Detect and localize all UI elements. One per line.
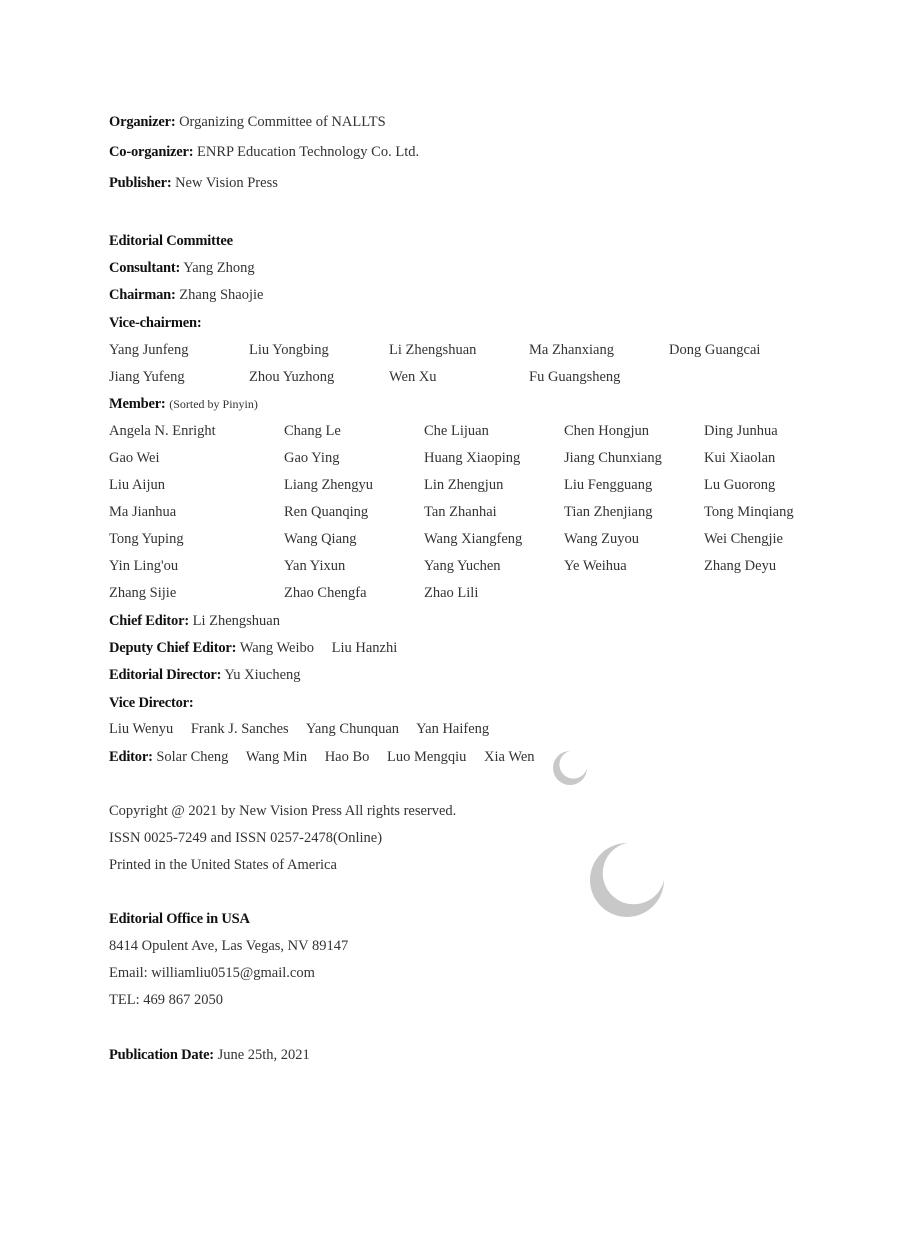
- editor-name: Hao Bo: [324, 749, 370, 765]
- editor-name: Xia Wen: [484, 749, 535, 765]
- publication-date-line: [109, 1044, 310, 1066]
- member-name: Yang Yuchen: [424, 558, 501, 574]
- member-sort-note: (Sorted by Pinyin): [169, 397, 258, 411]
- member-name: Tian Zhenjiang: [564, 504, 653, 520]
- vice-director-name: Yan Haifeng: [416, 721, 490, 737]
- editor-name: Wang Min: [245, 749, 308, 765]
- chairman-line: [109, 284, 263, 306]
- issn-line: [109, 827, 382, 849]
- member-name: Wang Zuyou: [564, 531, 639, 547]
- member-name: Angela N. Enright: [109, 423, 216, 439]
- organizer-value: Organizing Committee of NALLTS: [179, 114, 386, 130]
- editor-name: Solar Cheng: [156, 749, 229, 765]
- publisher-value: New Vision Press: [175, 175, 278, 191]
- vice-director-names: [109, 718, 489, 740]
- publication-date-label: Publication Date:: [109, 1047, 214, 1063]
- vice-director-name: Yang Chunquan: [305, 721, 400, 737]
- member-name: Lin Zhengjun: [424, 477, 504, 493]
- member-name: Chen Hongjun: [564, 423, 649, 439]
- publisher-line: [109, 172, 278, 194]
- member-name: Che Lijuan: [424, 423, 489, 439]
- deputy-chief-editor-label: Deputy Chief Editor:: [109, 640, 237, 656]
- vice-chairman-name: Dong Guangcai: [669, 342, 761, 358]
- vice-chairman-name: Ma Zhanxiang: [529, 342, 614, 358]
- member-name: Liang Zhengyu: [284, 477, 373, 493]
- member-name: Wang Qiang: [284, 531, 357, 547]
- office-title: Editorial Office in USA: [109, 911, 250, 927]
- member-name: Ma Jianhua: [109, 504, 177, 520]
- consultant-line: [109, 257, 255, 279]
- copyright-line: [109, 800, 456, 822]
- member-name: Liu Fengguang: [564, 477, 653, 493]
- member-name: Ding Junhua: [704, 423, 778, 439]
- member-name: Tong Minqiang: [704, 504, 794, 520]
- chairman-value: Zhang Shaojie: [179, 287, 264, 303]
- editorial-director-line: [109, 664, 301, 686]
- editorial-director-label: Editorial Director:: [109, 667, 222, 683]
- member-name: Zhang Sijie: [109, 585, 177, 601]
- copyright-text: Copyright @ 2021 by New Vision Press All rights reserved.: [109, 803, 457, 819]
- co-organizer-value: ENRP Education Technology Co. Ltd.: [197, 144, 420, 160]
- editorial-committee-title: Editorial Committee: [109, 233, 233, 249]
- vice-chairmen-label: Vice-chairmen:: [109, 315, 202, 331]
- member-name: Tong Yuping: [109, 531, 184, 547]
- publication-date-value: June 25th, 2021: [217, 1047, 310, 1063]
- vice-director-heading: [109, 692, 194, 714]
- deputy-chief-editor-name: Liu Hanzhi: [331, 640, 398, 656]
- member-name: Gao Wei: [109, 450, 160, 466]
- office-email: Email: williamliu0515@gmail.com: [109, 965, 315, 981]
- editorial-committee-heading: [109, 230, 233, 252]
- vice-chairman-name: Jiang Yufeng: [109, 369, 185, 385]
- member-name: Chang Le: [284, 423, 341, 439]
- office-address: 8414 Opulent Ave, Las Vegas, NV 89147: [109, 938, 349, 954]
- publisher-label: Publisher:: [109, 175, 172, 191]
- member-heading: [109, 393, 258, 415]
- member-name: Ye Weihua: [564, 558, 627, 574]
- member-name: Zhao Chengfa: [284, 585, 367, 601]
- consultant-label: Consultant:: [109, 260, 181, 276]
- consultant-value: Yang Zhong: [183, 260, 255, 276]
- vice-director-name: Frank J. Sanches: [190, 721, 289, 737]
- vice-chairman-name: Liu Yongbing: [249, 342, 329, 358]
- deputy-chief-editor-line: [109, 637, 397, 659]
- deputy-chief-editor-name: Wang Weibo: [239, 640, 314, 656]
- office-address-line: [109, 935, 348, 957]
- organizer-label: Organizer:: [109, 114, 176, 130]
- member-label: Member:: [109, 396, 166, 412]
- watermark-circle-small: [550, 748, 590, 788]
- member-name: Wei Chengjie: [704, 531, 783, 547]
- member-name: Huang Xiaoping: [424, 450, 521, 466]
- chief-editor-value: Li Zhengshuan: [192, 613, 280, 629]
- printed-text: Printed in the United States of America: [109, 857, 337, 873]
- co-organizer-label: Co-organizer:: [109, 144, 194, 160]
- member-name: Wang Xiangfeng: [424, 531, 523, 547]
- vice-chairman-name: Zhou Yuzhong: [249, 369, 335, 385]
- vice-chairman-name: Wen Xu: [389, 369, 437, 385]
- co-organizer-line: [109, 141, 419, 163]
- office-email-line: [109, 962, 315, 984]
- member-name: Lu Guorong: [704, 477, 776, 493]
- organizer-line: [109, 111, 386, 133]
- editorial-director-value: Yu Xiucheng: [224, 667, 301, 683]
- vice-director-name: Liu Wenyu: [109, 721, 174, 737]
- member-name: Yan Yixun: [284, 558, 346, 574]
- editor-line: [109, 746, 535, 768]
- issn-text: ISSN 0025-7249 and ISSN 0257-2478(Online): [109, 830, 383, 846]
- printed-line: [109, 854, 337, 876]
- editor-name: Luo Mengqiu: [387, 749, 467, 765]
- watermark-circle-large: [588, 841, 666, 919]
- member-name: Tan Zhanhai: [424, 504, 497, 520]
- member-name: Gao Ying: [284, 450, 340, 466]
- member-name: Kui Xiaolan: [704, 450, 776, 466]
- chief-editor-label: Chief Editor:: [109, 613, 189, 629]
- vice-chairmen-heading: [109, 312, 201, 334]
- office-tel-line: [109, 989, 223, 1011]
- member-name: Liu Aijun: [109, 477, 165, 493]
- vice-chairman-name: Li Zhengshuan: [389, 342, 477, 358]
- chairman-label: Chairman:: [109, 287, 176, 303]
- member-name: Yin Ling'ou: [109, 558, 179, 574]
- chief-editor-line: [109, 610, 280, 632]
- member-name: Ren Quanqing: [284, 504, 369, 520]
- member-name: Jiang Chunxiang: [564, 450, 662, 466]
- member-name: Zhang Deyu: [704, 558, 777, 574]
- editor-label: Editor:: [109, 749, 153, 765]
- office-heading: [109, 908, 250, 930]
- vice-chairman-name: Fu Guangsheng: [529, 369, 621, 385]
- vice-director-label: Vice Director:: [109, 695, 194, 711]
- office-tel: TEL: 469 867 2050: [109, 992, 223, 1008]
- vice-chairman-name: Yang Junfeng: [109, 342, 189, 358]
- member-name: Zhao Lili: [424, 585, 479, 601]
